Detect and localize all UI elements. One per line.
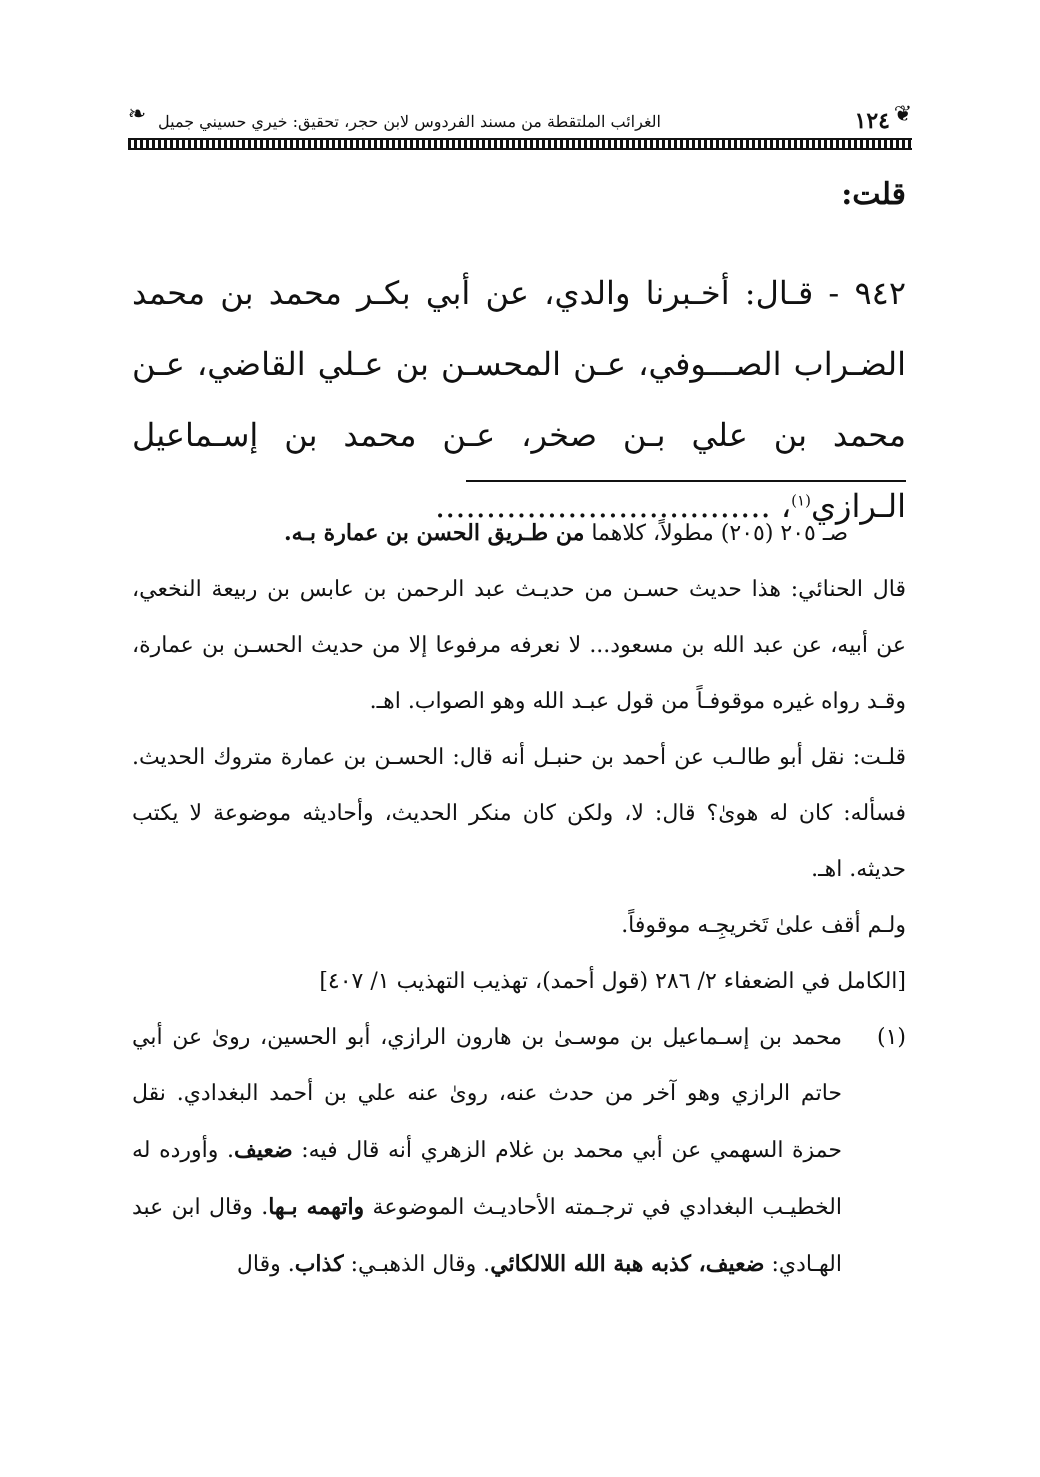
main-text — [132, 170, 906, 542]
footnote-paragraph: قال الحنائي: هذا حديث حسـن من حديـث عبد الرحمن بن عابس بن ربيعة النخعي، عن أبيه، عن عبد الله بن مسعود... لا نعرفه مرفوعا إلا من حديث الحسـن بن عمارة، وقـد رواه غيره موقوفـاً من قول عبـد الله وهو الصواب. اهـ. — [132, 577, 906, 714]
footnote-paragraph: قلـت: نقل أبو طالـب عن أحمد بن حنبـل أنه قال: الحسـن بن عمارة متروك الحديث. فسأله: كان له هوىٰ؟ قال: لا، ولكن كان منكر الحديث، وأحاديثه موضوعة لا يكتب حديثه. اهـ. — [132, 745, 906, 882]
footnote-bold: ضعيف، كذبه هبة الله اللالكائي — [490, 1251, 765, 1277]
footnote-bold: ضعيف — [233, 1137, 293, 1163]
section-heading: قلت: — [841, 177, 906, 212]
footnote-1-mark: (١) — [876, 1025, 906, 1050]
footnotes — [132, 505, 906, 1293]
footnote-ref[interactable]: (١) — [791, 491, 811, 510]
header-decorative-rule — [128, 138, 912, 150]
footnote-continuation — [132, 505, 906, 562]
footnote-text: محمد بن إسـماعيل بن موسـىٰ بن هارون الرازي، أبو الحسين، روىٰ عن أبي حاتم الرازي وهو آخر من حدث عنه، روىٰ عنه علي بن أحمد البغدادي. نقل حمزة السهمي عن أبي محمد بن غلام الزهري أنه قال فيه: — [132, 1025, 842, 1163]
footnote-1 — [132, 1010, 906, 1293]
footnote-bold: من طـريق الحسن بن عمارة بـه. — [283, 520, 585, 546]
footnote-text: . وقال ابن عبد الهـادي: — [132, 1195, 842, 1277]
hadith-line: الصـــوفي، عـن المحسـن بن عـلي القاضي، عـن محمد بن علي بـن صخر، — [132, 345, 907, 454]
footnote-text: صـ ٢٠٥ (٢٠٥) مطولاً، كلاهما — [584, 521, 848, 546]
footnote-text: . وأورده له الخطيـب البغدادي في ترجـمته الأحاديـث الموضوعة — [132, 1138, 842, 1220]
running-title: الغرائب الملتقطة من مسند الفردوس لابن حجر، تحقيق: خيري حسيني جميل — [158, 111, 661, 131]
flourish-ornament-icon: ❦ — [893, 102, 913, 127]
hadith-line: ٩٤٢ - قـال: أخـبرنا والدي، عن أبي بكـر محمد بن محمد الضـراب — [132, 274, 907, 383]
hadith-text — [132, 258, 906, 542]
footnote-references: [الكامل في الضعفاء ٢/ ٢٨٦ (قول أحمد)، تهذيب التهذيب ١/ ٤٠٧] — [319, 969, 906, 994]
footnote-paragraph: ولـم أقف علىٰ تَخريجِـه موقوفاً. — [621, 913, 906, 938]
footnote-bold: كذاب — [294, 1251, 344, 1277]
footnote-separator — [466, 480, 906, 482]
line-tail: ، — [780, 487, 792, 525]
footnote-text: . وقال الذهبـي: — [343, 1252, 491, 1277]
hadith-line: عـن محمد بن إسـماعيل الـرازي — [132, 416, 906, 525]
ellipsis-dots: ................................. — [434, 487, 771, 525]
page-number: ١٢٤ — [854, 108, 890, 134]
flourish-ornament-icon: ❧ — [127, 102, 147, 127]
footnote-text: . وقال — [236, 1252, 295, 1277]
page-header — [128, 96, 912, 152]
footnote-bold: واتهمه بـها — [268, 1194, 365, 1220]
header-row — [128, 106, 912, 136]
